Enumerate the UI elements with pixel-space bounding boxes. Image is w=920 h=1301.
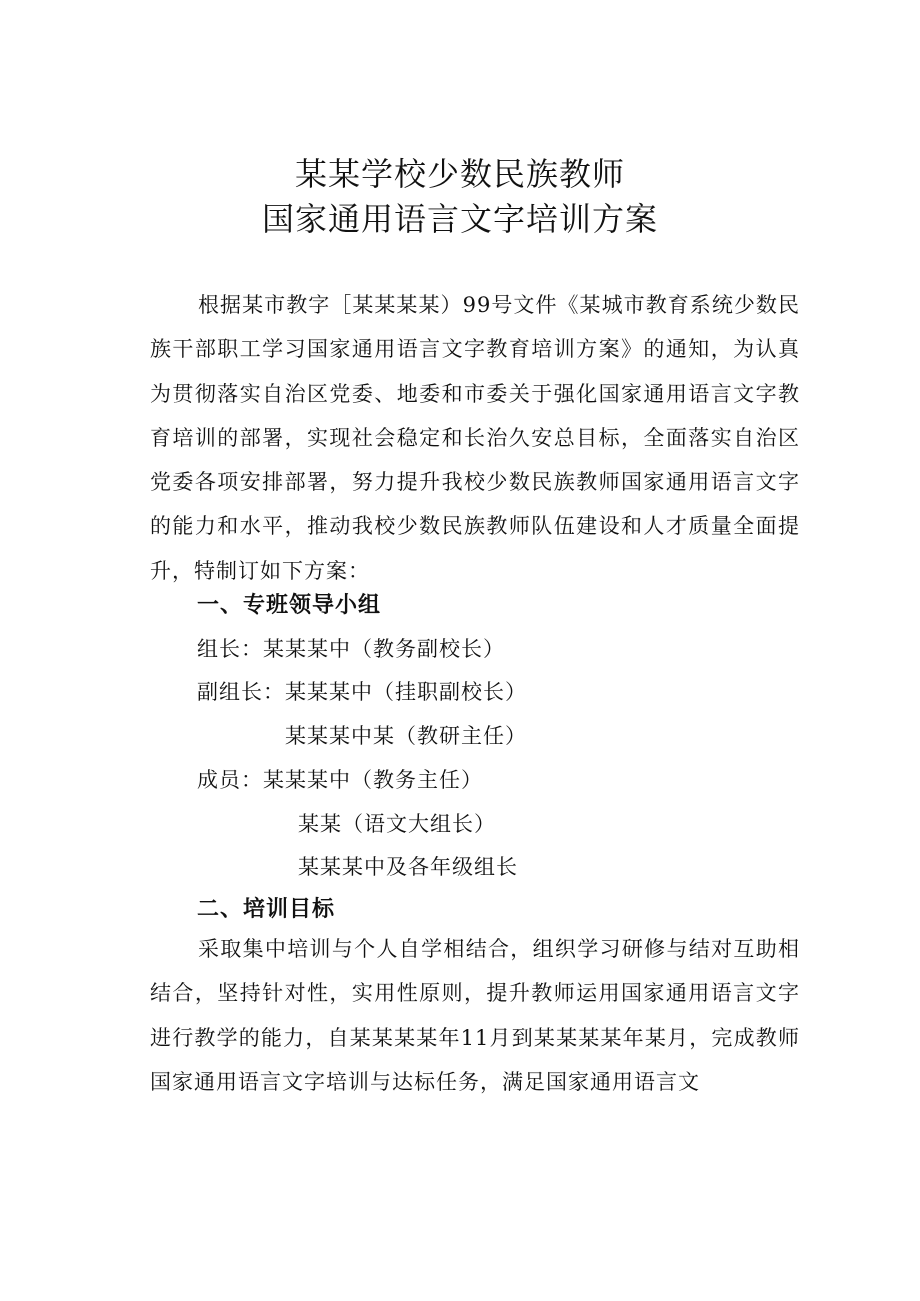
document-title-line-1: 某某学校少数民族教师 xyxy=(294,155,625,193)
deputy-leader-line: 副组长：某某某中（挂职副校长） xyxy=(197,680,527,704)
deputy-leader-line-2: 某某某中某（教研主任） xyxy=(285,724,527,748)
intro-paragraph: 根据某市教字［某某某某）99号文件《某城市教育系统少数民族干部职工学习国家通用语言文字教育培训方案》的通知，为认真为贯彻落实自治区党委、地委和市委关于强化国家通用语言文字教育培训的部署，实现社会稳定和长治久安总目标，全面落实自治区党委各项安排部署，努力提升我校少数民族教师国家通用语言文字的能力和水平，推动我校少数民族教师队伍建设和人才质量全面提升，特制订如下方案： xyxy=(150,293,800,583)
document-title-line-2: 国家通用语言文字培训方案 xyxy=(261,200,658,238)
members-line-2: 某某（语文大组长） xyxy=(298,812,496,836)
leader-line: 组长：某某某中（教务副校长） xyxy=(197,637,505,661)
members-line-3: 某某某中及各年级组长 xyxy=(298,855,518,879)
members-line: 成员：某某某中（教务主任） xyxy=(197,768,483,792)
section-2-heading: 二、培训目标 xyxy=(197,897,336,922)
section-1-heading: 一、专班领导小组 xyxy=(197,593,382,618)
section-2-paragraph: 采取集中培训与个人自学相结合，组织学习研修与结对互助相结合，坚持针对性，实用性原则，提升教师运用国家通用语言文字进行教学的能力，自某某某某年11月到某某某某年某月，完成教师国家通用语言文字培训与达标任务，满足国家通用语言文 xyxy=(150,937,800,1094)
